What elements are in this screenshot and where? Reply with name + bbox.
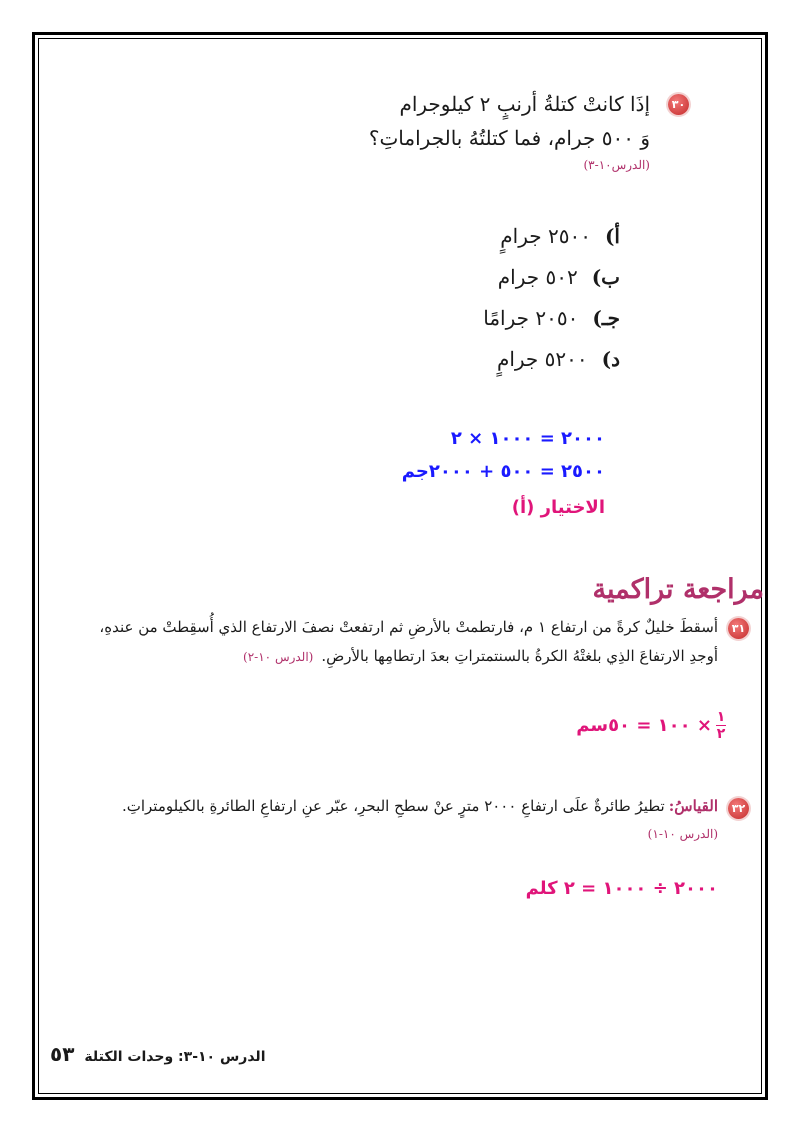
fraction-denominator: ٢	[716, 726, 726, 742]
question-2-work-text: × ١٠٠ = ٥٠سم	[576, 715, 712, 736]
page-number: ٥٣	[50, 1042, 75, 1066]
question-2-line-2-wrap	[243, 647, 718, 665]
footer-lesson-title: الدرس ١٠-٣: وحدات الكتلة	[84, 1049, 266, 1065]
cumulative-review-title: مراجعة تراكمية	[592, 574, 764, 605]
option-d-letter: د)	[601, 347, 620, 371]
question-2-lesson-ref: (الدرس ١٠-٢)	[243, 650, 314, 664]
option-a-text: ٢٥٠٠ جرامٍ	[500, 224, 591, 248]
option-c-letter: جـ)	[592, 306, 620, 330]
question-3-line-1: تطيرُ طائرةٌ علَى ارتفاعِ ٢٠٠٠ مترٍ عنْ سطحِ البحرِ، عبّر عنِ ارتفاعِ الطائرةِ بالكيلومتراتِ.	[121, 797, 665, 815]
question-3-line-1-wrap	[122, 797, 718, 815]
option-a[interactable]	[500, 224, 620, 248]
question-number-badge: ٣٠	[668, 94, 689, 115]
question-2-line-2: أوجدِ الارتفاعَ الذِي بلغتْهُ الكرةُ بالسنتمتراتِ بعدَ ارتطامِها بالأرضِ.	[321, 647, 718, 665]
question-number-badge: ٣٢	[728, 798, 749, 819]
option-a-letter: أ)	[604, 224, 620, 248]
question-3-lesson-ref: (الدرس ١٠-١)	[647, 827, 718, 841]
option-b-text: ٥٠٢ جرام	[497, 265, 578, 289]
question-1-line-2: وَ ٥٠٠ جرام، فما كتلتُهُ بالجراماتِ؟	[368, 126, 650, 150]
question-3-label: القياسُ:	[668, 797, 718, 815]
option-c-text: ٢٠٥٠ جرامًا	[483, 306, 579, 330]
question-2-line-1: أسقطَ خليلٌ كرةً من ارتفاع ١ م، فارتطمتْ بالأرضِ ثم ارتفعتْ نصفَ الارتفاع الذي أُسقِطتْ من عندهِ،	[99, 618, 718, 636]
option-c[interactable]	[483, 306, 620, 330]
question-1-work-line-1: ٢٠٠٠ = ١٠٠٠ × ٢	[450, 428, 605, 449]
option-d-text: ٥٢٠٠ جرامٍ	[496, 347, 588, 371]
question-number-badge: ٣١	[728, 618, 749, 639]
option-d[interactable]	[497, 347, 620, 371]
page-frame-inner	[38, 38, 762, 1094]
fraction-numerator: ١	[716, 709, 726, 725]
fraction-one-half	[716, 710, 726, 741]
question-1-work-line-2: ٢٥٠٠ = ٥٠٠ + ٢٠٠٠جم	[401, 461, 605, 482]
option-b[interactable]	[498, 265, 620, 289]
option-b-letter: ب)	[591, 265, 620, 289]
question-2-work	[576, 710, 730, 741]
question-1-lesson-ref: (الدرس١٠-٣)	[583, 158, 650, 172]
question-1-answer: الاختيار (أ)	[511, 497, 605, 518]
question-1-line-1: إذَا كانتْ كتلةُ أرنبٍ ٢ كيلوجرام	[399, 92, 650, 116]
page-footer	[50, 1042, 266, 1066]
question-3-work: ٢٠٠٠ ÷ ١٠٠٠ = ٢ كلم	[525, 878, 718, 899]
